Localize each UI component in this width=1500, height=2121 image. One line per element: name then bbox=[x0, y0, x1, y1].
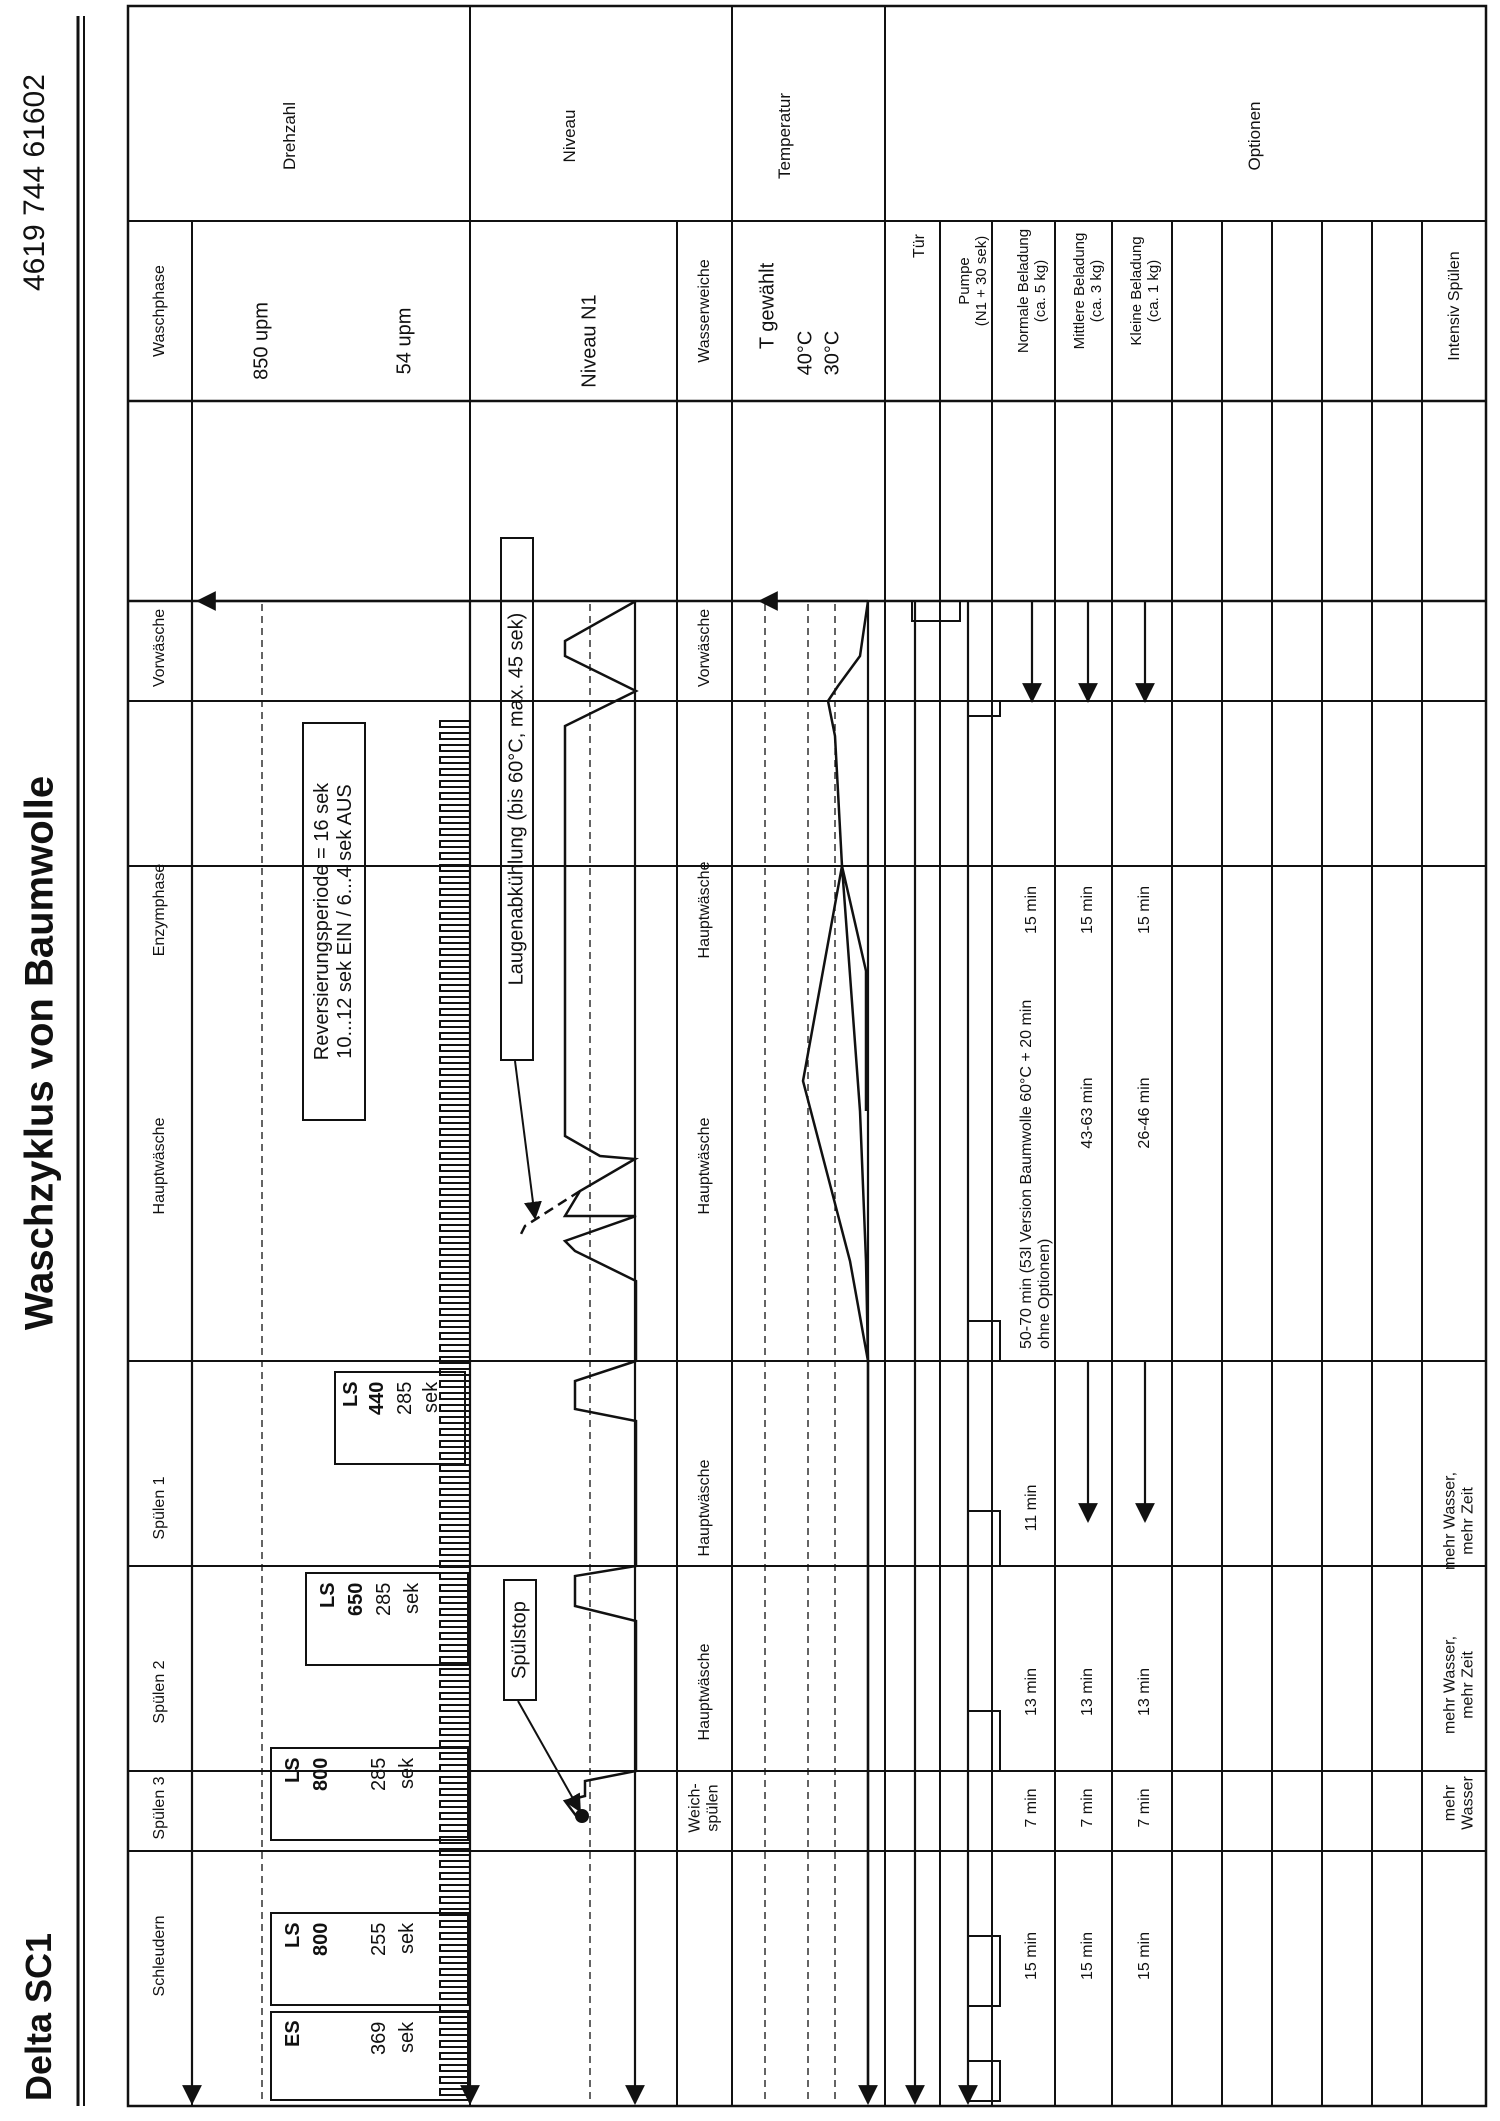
phase-vorwaesche: Vorwäsche bbox=[151, 608, 168, 688]
intensiv-spuelen-1: mehr Wasser, mehr Zeit bbox=[1441, 1471, 1477, 1571]
spin-rpm: 800 bbox=[310, 1922, 332, 1956]
wasserweiche-spuelen-2: Hauptwäsche bbox=[696, 1643, 713, 1741]
spin-kind: ES bbox=[282, 2020, 304, 2047]
phase-enzymphase: Enzymphase bbox=[151, 863, 168, 957]
duration-normal-schleudern: 15 min bbox=[1023, 1931, 1040, 1981]
rpm-pulse-train bbox=[440, 721, 470, 2095]
phase-spuelen-3: Spülen 3 bbox=[151, 1776, 168, 1840]
row-label-t-gewaehlt: T gewählt bbox=[756, 262, 779, 350]
duration-mittel-haupt: 43-63 min bbox=[1079, 1077, 1096, 1149]
niveau-curve bbox=[565, 601, 636, 1821]
spin-secs: 369 bbox=[368, 2021, 390, 2055]
phase-spuelen-2: Spülen 2 bbox=[151, 1660, 168, 1724]
spuelstop-dot bbox=[575, 1809, 589, 1823]
spin-kind: LS bbox=[282, 1757, 304, 1783]
duration-klein-haupt: 26-46 min bbox=[1136, 1077, 1153, 1149]
group-label-drehzahl: Drehzahl bbox=[280, 101, 299, 171]
duration-klein-spuelen-2: 13 min bbox=[1136, 1667, 1153, 1717]
group-label-optionen: Optionen bbox=[1245, 101, 1264, 171]
row-label-kleine-beladung: Kleine Beladung (ca. 1 kg) bbox=[1127, 236, 1162, 346]
document-number: 4619 744 61602 bbox=[18, 74, 51, 291]
spuelstop-arrow bbox=[518, 1701, 580, 1811]
duration-klein-schleudern: 15 min bbox=[1136, 1931, 1153, 1981]
wasserweiche-spuelen-1: Hauptwäsche bbox=[696, 1459, 713, 1557]
spin-secs: 285 bbox=[368, 1757, 390, 1791]
spin-unit: sek bbox=[420, 1381, 442, 1413]
row-label-tuer: Tür bbox=[911, 234, 928, 258]
duration-klein-spuelen-3: 7 min bbox=[1136, 1788, 1153, 1828]
spin-rpm: 650 bbox=[345, 1582, 367, 1616]
reversierung-text: Reversierungsperiode = 16 sek 10...12 sek EIN / 6...4 sek AUS bbox=[311, 782, 356, 1061]
spin-unit: sek bbox=[396, 2021, 418, 2053]
duration-normal-haupt: 50-70 min (53l Version Baumwolle 60°C + 20 min ohne Optionen) bbox=[1018, 999, 1054, 1349]
rpm-pulses bbox=[440, 721, 470, 2095]
duration-klein-enzym: 15 min bbox=[1136, 885, 1153, 935]
spuelstop-text: Spülstop bbox=[508, 1601, 531, 1679]
phase-spuelen-1: Spülen 1 bbox=[151, 1476, 168, 1540]
duration-mittel-spuelen-3: 7 min bbox=[1079, 1788, 1096, 1828]
spin-unit: sek bbox=[396, 1757, 418, 1789]
group-label-temperatur: Temperatur bbox=[775, 93, 794, 179]
model-label: Delta SC1 bbox=[18, 1932, 59, 2101]
phase-hauptwaesche: Hauptwäsche bbox=[151, 1117, 168, 1215]
wasserweiche-vorwaesche: Vorwäsche bbox=[696, 608, 713, 688]
group-label-niveau: Niveau bbox=[560, 109, 579, 163]
laugenabkuehlung-dashed bbox=[520, 1191, 580, 1236]
spin-rpm: 440 bbox=[366, 1381, 388, 1415]
row-label-850-upm: 850 upm bbox=[250, 302, 273, 380]
spin-rpm: 800 bbox=[310, 1757, 332, 1791]
row-label-wasserweiche: Wasserweiche bbox=[696, 259, 713, 363]
row-label-40c: 40°C bbox=[794, 330, 817, 376]
spin-secs: 255 bbox=[368, 1922, 390, 1956]
row-label-waschphase: Waschphase bbox=[151, 265, 168, 357]
wasserweiche-spuelen-3: Weich- spülen bbox=[686, 1783, 722, 1833]
spin-kind: LS bbox=[282, 1922, 304, 1948]
row-label-niveau-n1: Niveau N1 bbox=[578, 294, 601, 388]
spin-unit: sek bbox=[401, 1582, 423, 1614]
row-label-30c: 30°C bbox=[821, 330, 844, 376]
laugenabkuehlung-arrow bbox=[515, 1061, 535, 1218]
spin-unit: sek bbox=[396, 1922, 418, 1954]
row-label-54-upm: 54 upm bbox=[393, 307, 416, 375]
duration-mittel-spuelen-2: 13 min bbox=[1079, 1667, 1096, 1717]
intensiv-spuelen-3: mehr Wasser bbox=[1441, 1776, 1477, 1830]
duration-normal-enzym: 15 min bbox=[1023, 885, 1040, 935]
row-label-normale-beladung: Normale Beladung (ca. 5 kg) bbox=[1014, 228, 1049, 354]
diagram-title: Waschzyklus von Baumwolle bbox=[17, 775, 62, 1331]
spin-kind: LS bbox=[340, 1381, 362, 1407]
spin-secs: 285 bbox=[394, 1381, 416, 1415]
duration-normal-spuelen-2: 13 min bbox=[1023, 1667, 1040, 1717]
duration-mittel-enzym: 15 min bbox=[1079, 885, 1096, 935]
row-label-intensiv-spuelen: Intensiv Spülen bbox=[1446, 251, 1463, 361]
spin-secs: 285 bbox=[373, 1582, 395, 1616]
spin-kind: LS bbox=[317, 1582, 339, 1608]
wasserweiche-enzym: Hauptwäsche bbox=[696, 861, 713, 959]
temperatur-curve bbox=[828, 601, 868, 2101]
phase-schleudern: Schleudern bbox=[151, 1915, 168, 1997]
duration-mittel-schleudern: 15 min bbox=[1079, 1931, 1096, 1981]
intensiv-spuelen-2: mehr Wasser, mehr Zeit bbox=[1441, 1635, 1477, 1735]
row-label-mittlere-beladung: Mittlere Beladung (ca. 3 kg) bbox=[1070, 232, 1105, 350]
duration-normal-spuelen-3: 7 min bbox=[1023, 1788, 1040, 1828]
laugenabkuehlung-text: Laugenabkühlung (bis 60°C, max. 45 sek) bbox=[505, 612, 528, 986]
row-label-pumpe: Pumpe (N1 + 30 sek) bbox=[955, 235, 990, 327]
duration-normal-spuelen-1: 11 min bbox=[1023, 1484, 1040, 1532]
wasserweiche-haupt: Hauptwäsche bbox=[696, 1117, 713, 1215]
